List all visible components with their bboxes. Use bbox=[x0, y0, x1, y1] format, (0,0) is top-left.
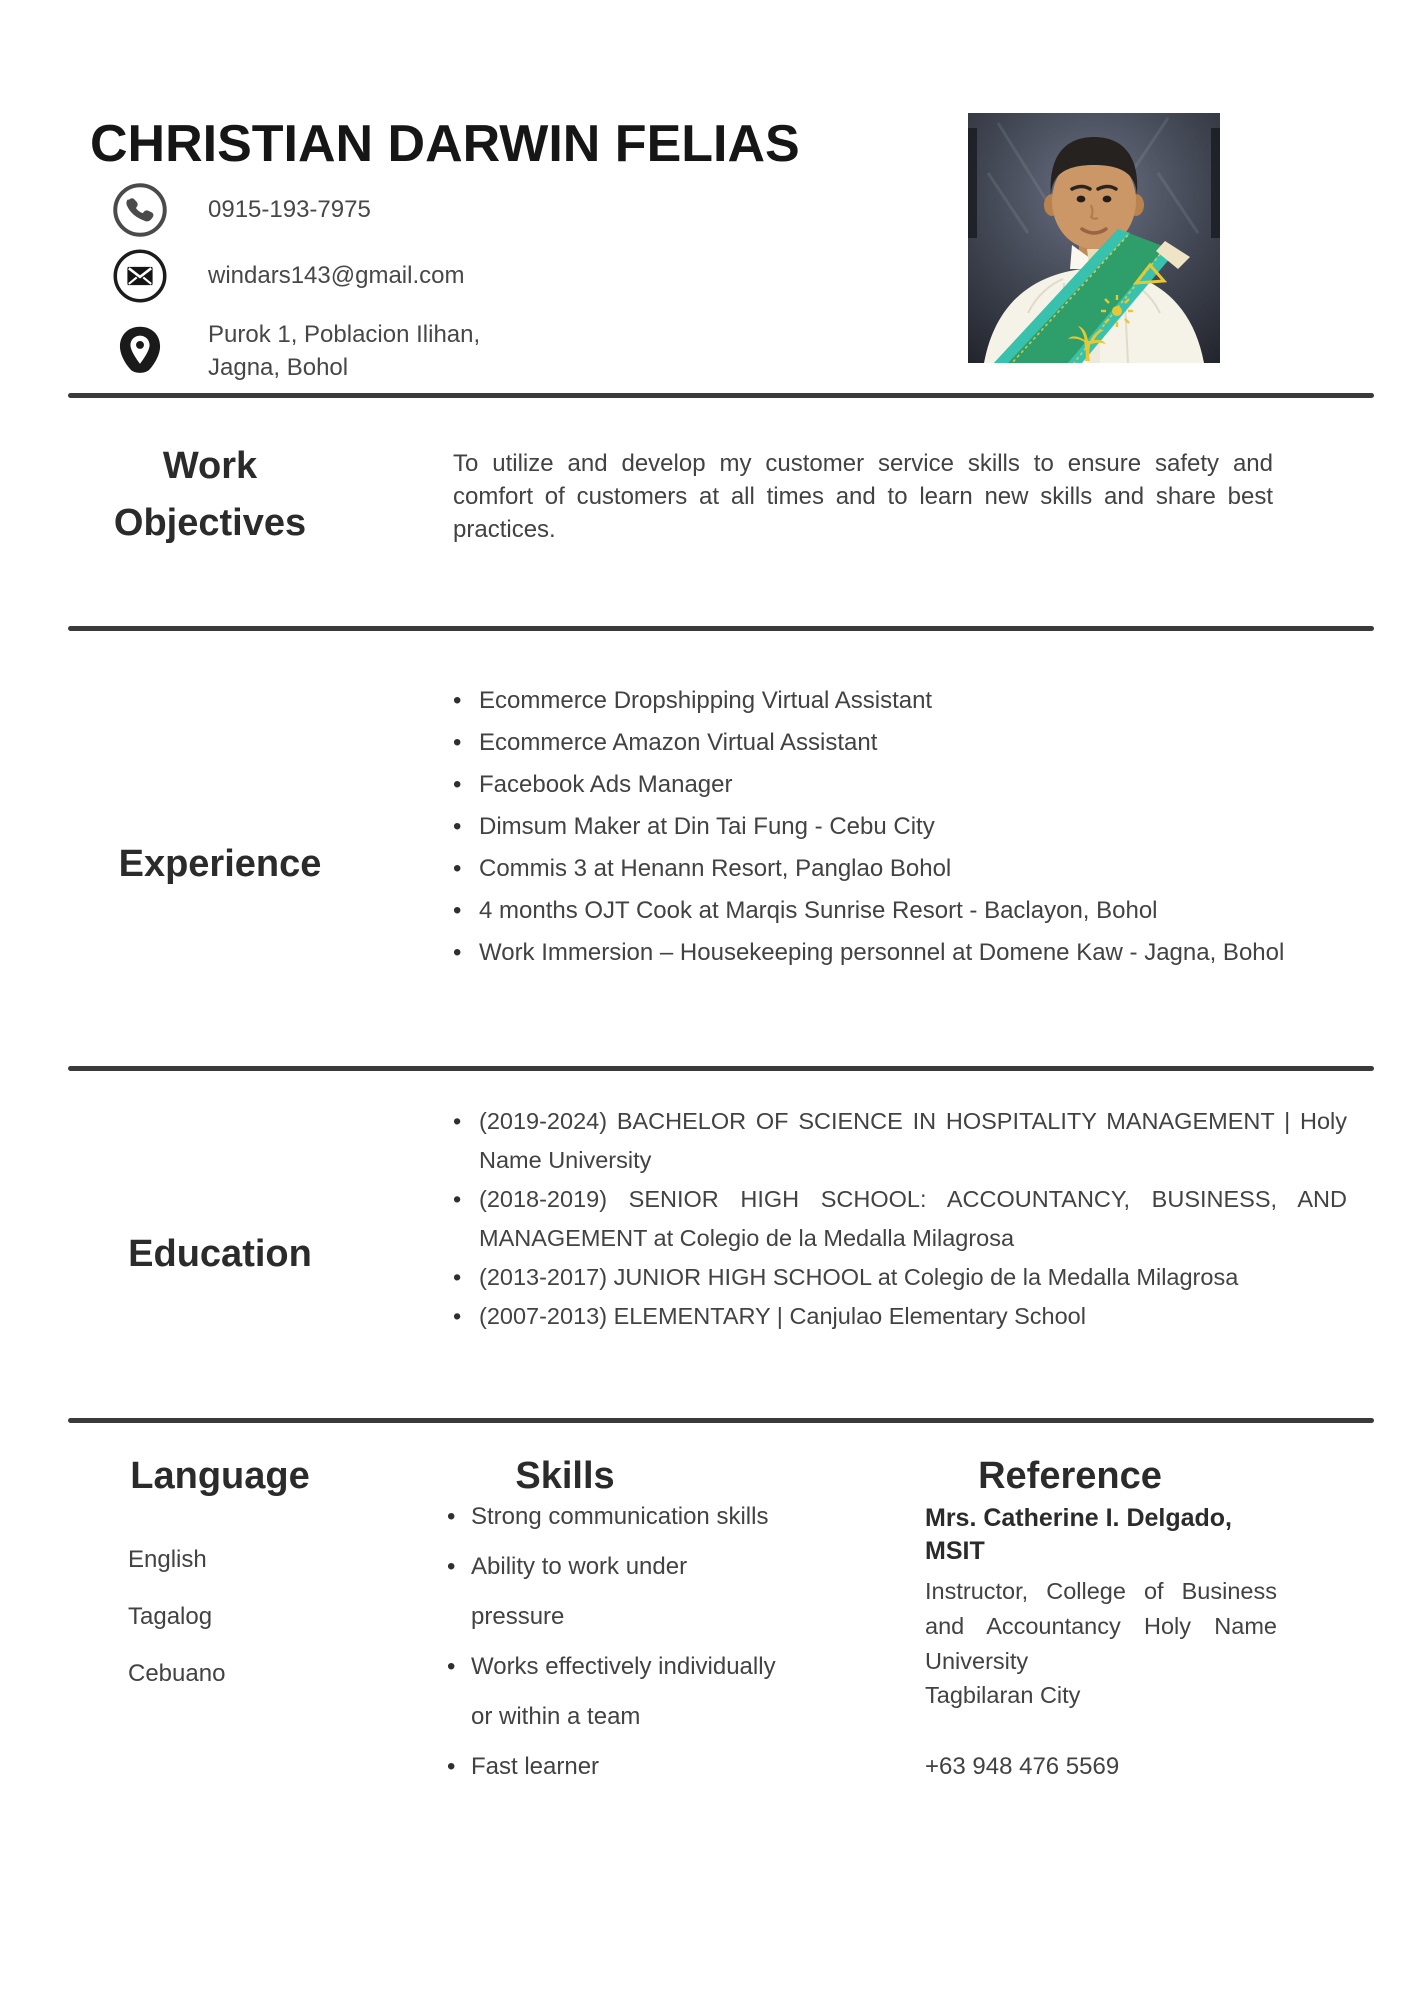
person-name: CHRISTIAN DARWIN FELIAS bbox=[90, 115, 800, 173]
skill-item: • Ability to work under pressure bbox=[445, 1542, 777, 1642]
experience-item: • Ecommerce Dropshipping Virtual Assistant bbox=[445, 680, 1347, 722]
divider bbox=[68, 626, 1374, 631]
reference-phone: +63 948 476 5569 bbox=[925, 1753, 1120, 1781]
skill-item: • Works effectively individually or within a team bbox=[445, 1642, 777, 1742]
portrait-photo bbox=[968, 113, 1220, 363]
reference-name: Mrs. Catherine I. Delgado, MSIT bbox=[925, 1504, 1233, 1565]
skills-heading: Skills bbox=[515, 1455, 615, 1497]
education-item: • (2019-2024) BACHELOR OF SCIENCE IN HOSPITALITY MANAGEMENT | Holy Name University bbox=[445, 1102, 1347, 1180]
address-line-2: Jagna, Bohol bbox=[208, 354, 349, 382]
experience-heading: Experience bbox=[118, 843, 322, 885]
language-heading: Language bbox=[130, 1455, 310, 1497]
skills-list bbox=[445, 1492, 777, 1791]
reference-block bbox=[925, 1502, 1277, 1781]
skill-item: • Fast learner bbox=[445, 1742, 777, 1792]
contact-email bbox=[112, 248, 464, 304]
address-text bbox=[208, 318, 480, 384]
phone-number: 0915-193-7975 bbox=[208, 196, 371, 224]
education-list bbox=[445, 1102, 1347, 1336]
skill-item: • Strong communication skills bbox=[445, 1492, 777, 1542]
work-objectives-text: To utilize and develop my customer service skills to ensure safety and comfort of customers at all times and to learn new skills and share best practices. bbox=[453, 450, 1273, 543]
language-item: Cebuano bbox=[128, 1659, 226, 1687]
divider bbox=[68, 393, 1374, 398]
experience-list bbox=[445, 680, 1347, 974]
address-line-1: Purok 1, Poblacion Ilihan, bbox=[208, 321, 481, 348]
language-list bbox=[128, 1532, 225, 1703]
experience-item: • Ecommerce Amazon Virtual Assistant bbox=[445, 722, 1347, 764]
language-item: English bbox=[128, 1546, 207, 1573]
divider bbox=[68, 1418, 1374, 1423]
contact-phone bbox=[112, 182, 371, 238]
experience-item: • 4 months OJT Cook at Marqis Sunrise Resort - Baclayon, Bohol bbox=[445, 890, 1347, 932]
experience-item: • Commis 3 at Henann Resort, Panglao Bohol bbox=[445, 848, 1347, 890]
contact-address bbox=[112, 318, 480, 384]
education-item: • (2007-2013) ELEMENTARY | Canjulao Elementary School bbox=[445, 1297, 1347, 1336]
location-icon bbox=[112, 323, 168, 379]
divider bbox=[68, 1066, 1374, 1071]
experience-item: • Dimsum Maker at Din Tai Fung - Cebu City bbox=[445, 806, 1347, 848]
email-icon bbox=[112, 248, 168, 304]
reference-heading: Reference bbox=[978, 1455, 1162, 1497]
reference-role: Instructor, College of Business and Accountancy Holy Name University bbox=[925, 1578, 1277, 1674]
email-address: windars143@gmail.com bbox=[208, 262, 465, 290]
language-item: Tagalog bbox=[128, 1602, 213, 1630]
experience-item: • Facebook Ads Manager bbox=[445, 764, 1347, 806]
experience-item: • Work Immersion – Housekeeping personnel at Domene Kaw - Jagna, Bohol bbox=[445, 932, 1347, 974]
reference-city: Tagbilaran City bbox=[925, 1682, 1081, 1709]
work-objectives-heading: Work Objectives bbox=[113, 445, 307, 544]
education-heading: Education bbox=[128, 1233, 312, 1275]
education-item: • (2018-2019) SENIOR HIGH SCHOOL: ACCOUNTANCY, BUSINESS, AND MANAGEMENT at Colegio de la Medalla Milagrosa bbox=[445, 1180, 1347, 1258]
phone-icon bbox=[112, 182, 168, 238]
education-item: • (2013-2017) JUNIOR HIGH SCHOOL at Colegio de la Medalla Milagrosa bbox=[445, 1258, 1347, 1297]
